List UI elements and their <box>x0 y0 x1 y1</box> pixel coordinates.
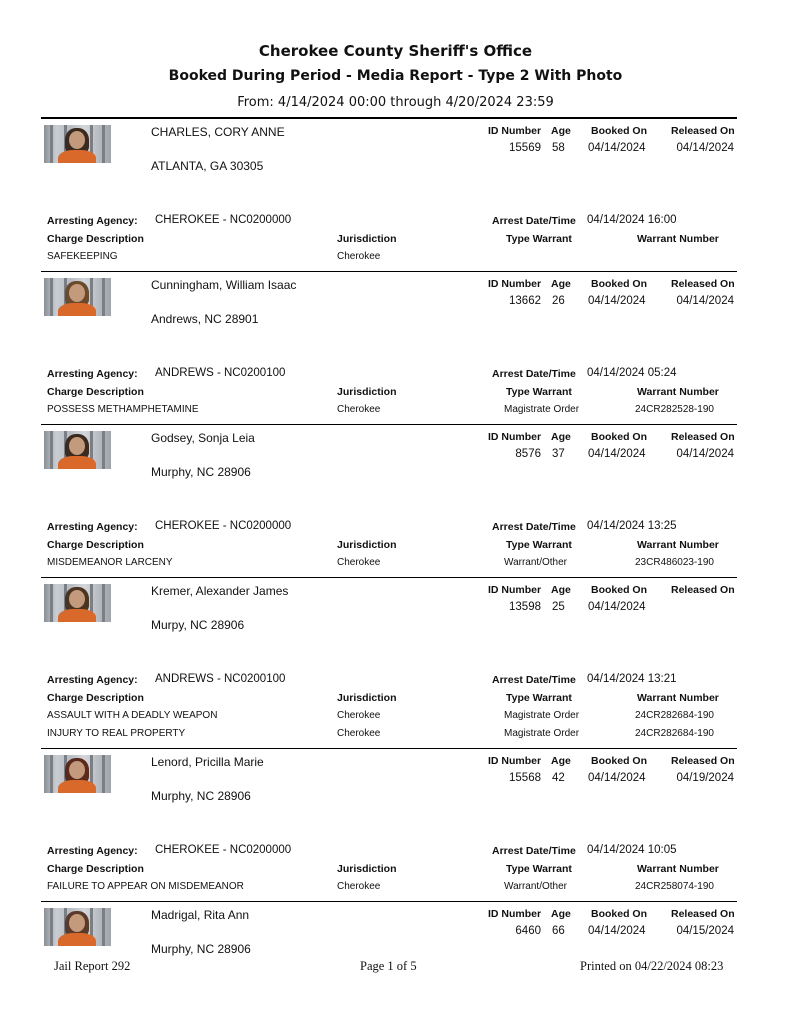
photo-background-bar <box>102 755 105 793</box>
charge-type-warrant: Magistrate Order <box>504 710 580 721</box>
type-warrant-header: Type Warrant <box>506 863 572 875</box>
record-divider <box>41 577 737 578</box>
released-on-label: Released On <box>671 584 735 596</box>
charge-type-warrant: Warrant/Other <box>504 557 567 568</box>
booked-on-value: 04/14/2024 <box>588 772 646 784</box>
header-divider <box>41 117 737 119</box>
photo-face <box>69 590 85 608</box>
arresting-agency-value: ANDREWS - NC0200100 <box>155 673 286 685</box>
id-number-value: 15569 <box>509 142 541 154</box>
arrest-datetime-value: 04/14/2024 16:00 <box>587 214 677 226</box>
footer-printed-on: Printed on 04/22/2024 08:23 <box>580 959 724 973</box>
mugshot-photo <box>44 125 111 163</box>
photo-background-bar <box>50 431 53 469</box>
charge-description: MISDEMEANOR LARCENY <box>47 557 173 568</box>
charge-description: ASSAULT WITH A DEADLY WEAPON <box>47 710 218 721</box>
photo-face <box>69 437 85 455</box>
released-on-label: Released On <box>671 278 735 290</box>
booked-on-value: 04/14/2024 <box>588 295 646 307</box>
mugshot-photo <box>44 278 111 316</box>
age-value: 58 <box>552 142 565 154</box>
photo-jumpsuit <box>58 303 96 316</box>
inmate-address: Murphy, NC 28906 <box>151 942 251 956</box>
arresting-agency-label: Arresting Agency: <box>47 215 138 227</box>
photo-background-bar <box>50 755 53 793</box>
photo-background-bar <box>50 584 53 622</box>
report-title: Cherokee County Sheriff's Office <box>258 42 533 60</box>
charge-warrant-number: 23CR486023-190 <box>635 557 714 568</box>
photo-face <box>69 131 85 149</box>
id-number-value: 8576 <box>515 448 541 460</box>
released-on-value: 04/14/2024 <box>676 295 734 307</box>
photo-jumpsuit <box>58 150 96 163</box>
charge-warrant-number: 24CR258074-190 <box>635 881 714 892</box>
id-number-label: ID Number <box>488 755 542 767</box>
arresting-agency-value: CHEROKEE - NC0200000 <box>155 844 292 856</box>
warrant-number-header: Warrant Number <box>637 863 719 875</box>
arresting-agency-label: Arresting Agency: <box>47 674 138 686</box>
released-on-value: 04/19/2024 <box>676 772 734 784</box>
id-number-label: ID Number <box>488 125 542 137</box>
age-label: Age <box>551 125 571 137</box>
age-value: 26 <box>552 295 565 307</box>
type-warrant-header: Type Warrant <box>506 539 572 551</box>
age-label: Age <box>551 908 571 920</box>
record-divider <box>41 748 737 749</box>
arrest-datetime-label: Arrest Date/Time <box>492 674 576 686</box>
charge-jurisdiction: Cherokee <box>337 881 381 892</box>
charge-warrant-number: 24CR282684-190 <box>635 710 714 721</box>
photo-face <box>69 761 85 779</box>
photo-background-bar <box>102 431 105 469</box>
charge-description-header: Charge Description <box>47 539 144 551</box>
inmate-address: Murphy, NC 28906 <box>151 465 251 479</box>
type-warrant-header: Type Warrant <box>506 692 572 704</box>
arresting-agency-value: CHEROKEE - NC0200000 <box>155 520 292 532</box>
age-label: Age <box>551 755 571 767</box>
arresting-agency-value: ANDREWS - NC0200100 <box>155 367 286 379</box>
inmate-address: Murphy, NC 28906 <box>151 789 251 803</box>
charge-description-header: Charge Description <box>47 863 144 875</box>
report-date-range: From: 4/14/2024 00:00 through 4/20/2024 23:59 <box>237 95 554 110</box>
charge-description: POSSESS METHAMPHETAMINE <box>47 404 199 415</box>
age-label: Age <box>551 278 571 290</box>
jurisdiction-header: Jurisdiction <box>337 863 397 875</box>
photo-jumpsuit <box>58 456 96 469</box>
arrest-datetime-value: 04/14/2024 13:25 <box>587 520 677 532</box>
charge-type-warrant: Warrant/Other <box>504 881 567 892</box>
id-number-value: 13662 <box>509 295 541 307</box>
record-divider <box>41 424 737 425</box>
jurisdiction-header: Jurisdiction <box>337 692 397 704</box>
photo-background-bar <box>102 908 105 946</box>
photo-background-bar <box>102 125 105 163</box>
age-value: 25 <box>552 601 565 613</box>
warrant-number-header: Warrant Number <box>637 386 719 398</box>
released-on-label: Released On <box>671 431 735 443</box>
mugshot-photo <box>44 755 111 793</box>
booked-on-label: Booked On <box>591 278 648 290</box>
id-number-label: ID Number <box>488 431 542 443</box>
charge-description-header: Charge Description <box>47 233 144 245</box>
report-subtitle: Booked During Period - Media Report - Type 2 With Photo <box>168 68 623 84</box>
booked-on-label: Booked On <box>591 755 648 767</box>
photo-background-bar <box>102 584 105 622</box>
inmate-address: Murpy, NC 28906 <box>151 618 245 632</box>
charge-description-header: Charge Description <box>47 692 144 704</box>
photo-background-bar <box>50 908 53 946</box>
released-on-label: Released On <box>671 755 735 767</box>
photo-jumpsuit <box>58 780 96 793</box>
arresting-agency-label: Arresting Agency: <box>47 368 138 380</box>
arrest-datetime-label: Arrest Date/Time <box>492 215 576 227</box>
inmate-name: Madrigal, Rita Ann <box>151 908 250 922</box>
arresting-agency-label: Arresting Agency: <box>47 845 138 857</box>
arrest-datetime-value: 04/14/2024 13:21 <box>587 673 677 685</box>
record-divider <box>41 901 737 902</box>
photo-face <box>69 284 85 302</box>
arrest-datetime-label: Arrest Date/Time <box>492 368 576 380</box>
charge-jurisdiction: Cherokee <box>337 710 381 721</box>
charge-type-warrant: Magistrate Order <box>504 728 580 739</box>
released-on-label: Released On <box>671 908 735 920</box>
inmate-address: Andrews, NC 28901 <box>151 312 259 326</box>
charge-warrant-number: 24CR282684-190 <box>635 728 714 739</box>
warrant-number-header: Warrant Number <box>637 692 719 704</box>
photo-background-bar <box>50 278 53 316</box>
photo-background-bar <box>102 278 105 316</box>
charge-jurisdiction: Cherokee <box>337 557 381 568</box>
footer-report-id: Jail Report 292 <box>54 959 131 973</box>
charge-type-warrant: Magistrate Order <box>504 404 580 415</box>
booked-on-label: Booked On <box>591 431 648 443</box>
charge-description: INJURY TO REAL PROPERTY <box>47 728 186 739</box>
warrant-number-header: Warrant Number <box>637 233 719 245</box>
booked-on-value: 04/14/2024 <box>588 925 646 937</box>
arrest-datetime-label: Arrest Date/Time <box>492 521 576 533</box>
mugshot-photo <box>44 584 111 622</box>
photo-jumpsuit <box>58 933 96 946</box>
id-number-label: ID Number <box>488 584 542 596</box>
charge-jurisdiction: Cherokee <box>337 251 381 262</box>
mugshot-photo <box>44 431 111 469</box>
arresting-agency-value: CHEROKEE - NC0200000 <box>155 214 292 226</box>
id-number-value: 6460 <box>515 925 541 937</box>
age-value: 66 <box>552 925 565 937</box>
charge-description-header: Charge Description <box>47 386 144 398</box>
jurisdiction-header: Jurisdiction <box>337 386 397 398</box>
jurisdiction-header: Jurisdiction <box>337 539 397 551</box>
id-number-value: 13598 <box>509 601 541 613</box>
photo-jumpsuit <box>58 609 96 622</box>
id-number-label: ID Number <box>488 908 542 920</box>
age-value: 42 <box>552 772 565 784</box>
arrest-datetime-label: Arrest Date/Time <box>492 845 576 857</box>
booked-on-label: Booked On <box>591 908 648 920</box>
released-on-value: 04/14/2024 <box>676 142 734 154</box>
type-warrant-header: Type Warrant <box>506 386 572 398</box>
booked-on-label: Booked On <box>591 584 648 596</box>
age-label: Age <box>551 431 571 443</box>
jurisdiction-header: Jurisdiction <box>337 233 397 245</box>
booked-on-value: 04/14/2024 <box>588 448 646 460</box>
booked-on-value: 04/14/2024 <box>588 142 646 154</box>
record-divider <box>41 271 737 272</box>
charge-warrant-number: 24CR282528-190 <box>635 404 714 415</box>
released-on-label: Released On <box>671 125 735 137</box>
charge-description: SAFEKEEPING <box>47 251 118 262</box>
inmate-name: Cunningham, William Isaac <box>151 278 297 292</box>
charge-description: FAILURE TO APPEAR ON MISDEMEANOR <box>47 881 244 892</box>
arrest-datetime-value: 04/14/2024 05:24 <box>587 367 677 379</box>
booked-on-label: Booked On <box>591 125 648 137</box>
age-value: 37 <box>552 448 565 460</box>
inmate-name: CHARLES, CORY ANNE <box>151 125 285 139</box>
inmate-name: Kremer, Alexander James <box>151 584 289 598</box>
released-on-value: 04/15/2024 <box>676 925 734 937</box>
warrant-number-header: Warrant Number <box>637 539 719 551</box>
footer-page-number: Page 1 of 5 <box>360 959 417 973</box>
inmate-address: ATLANTA, GA 30305 <box>151 159 264 173</box>
charge-jurisdiction: Cherokee <box>337 728 381 739</box>
released-on-value: 04/14/2024 <box>676 448 734 460</box>
booked-on-value: 04/14/2024 <box>588 601 646 613</box>
age-label: Age <box>551 584 571 596</box>
type-warrant-header: Type Warrant <box>506 233 572 245</box>
mugshot-photo <box>44 908 111 946</box>
arrest-datetime-value: 04/14/2024 10:05 <box>587 844 677 856</box>
id-number-label: ID Number <box>488 278 542 290</box>
charge-jurisdiction: Cherokee <box>337 404 381 415</box>
arresting-agency-label: Arresting Agency: <box>47 521 138 533</box>
inmate-name: Godsey, Sonja Leia <box>151 431 255 445</box>
inmate-name: Lenord, Pricilla Marie <box>151 755 264 769</box>
photo-face <box>69 914 85 932</box>
photo-background-bar <box>50 125 53 163</box>
id-number-value: 15568 <box>509 772 541 784</box>
